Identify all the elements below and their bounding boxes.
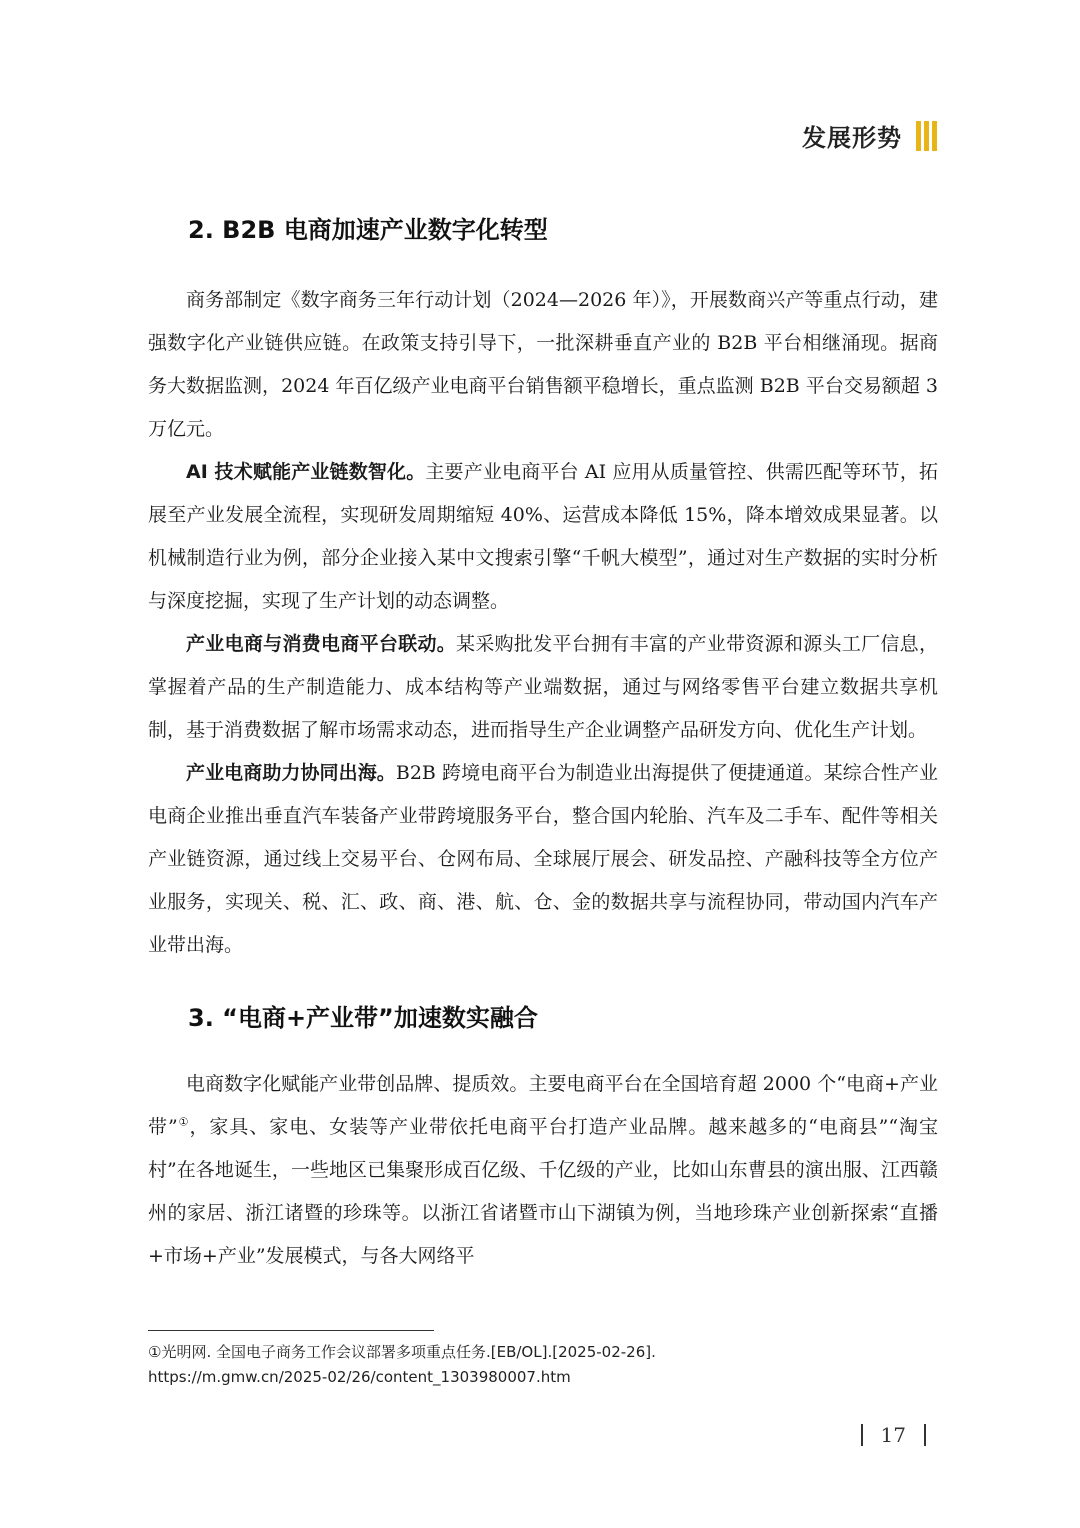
page-divider-left — [861, 1424, 863, 1446]
accent-bars-icon — [916, 121, 940, 151]
section2-heading: 2. B2B 电商加速产业数字化转型 — [188, 216, 548, 244]
footnote-marker[interactable]: ① — [177, 1115, 190, 1129]
paragraph-lead: AI 技术赋能产业链数智化。 — [186, 461, 426, 483]
paragraph-lead: 产业电商助力协同出海。 — [186, 762, 396, 784]
footnote — [148, 1340, 938, 1390]
paragraph-body: ，家具、家电、女装等产业带依托电商平台打造产业品牌。越来越多的“电商县”“淘宝村”在各地诞生，一些地区已集聚形成百亿级、千亿级的产业，比如山东曹县的演出服、江西赣州的家居、浙江诸暨的珍珠等。以浙江省诸暨市山下湖镇为例，当地珍珠产业创新探索“直播+市场+产业”发展模式，与各大网络平 — [148, 1116, 938, 1267]
footnote-divider — [148, 1330, 434, 1331]
page-divider-right — [924, 1424, 926, 1446]
paragraph-body: B2B 跨境电商平台为制造业出海提供了便捷通道。某综合性产业电商企业推出垂直汽车装备产业带跨境服务平台，整合国内轮胎、汽车及二手车、配件等相关产业链资源，通过线上交易平台、仓网布局、全球展厅展会、研发品控、产融科技等全方位产业服务，实现关、税、汇、政、商、港、航、仓、金的数据共享与流程协同，带动国内汽车产业带出海。 — [148, 762, 938, 956]
footnote-url[interactable]: https://m.gmw.cn/2025-02/26/content_1303980007.htm — [148, 1368, 571, 1386]
accent-bar — [932, 121, 937, 151]
section2-paragraph-4 — [148, 752, 938, 967]
section2-paragraph-1: 商务部制定《数字商务三年行动计划（2024—2026 年）》，开展数商兴产等重点行动，建强数字化产业链供应链。在政策支持引导下，一批深耕垂直产业的 B2B 平台相继涌现。据商务大数据监测，2024 年百亿级产业电商平台销售额平稳增长，重点监测 B2B 平台交易额超 3 万亿元。 — [148, 289, 938, 440]
section3-heading: 3. “电商+产业带”加速数实融合 — [188, 1004, 538, 1032]
section3-paragraph-1 — [148, 1063, 938, 1278]
paragraph-body: 电商数字化赋能产业带创品牌、提质效。主要电商平台在全国培育超 2000 个“电商+产业带” — [148, 1073, 938, 1138]
accent-bar — [924, 121, 929, 151]
section2-paragraph-2 — [148, 451, 938, 623]
paragraph-body: 某采购批发平台拥有丰富的产业带资源和源头工厂信息，掌握着产品的生产制造能力、成本结构等产业端数据，通过与网络零售平台建立数据共享机制，基于消费数据了解市场需求动态，进而指导生产企业调整产品研发方向、优化生产计划。 — [148, 633, 938, 741]
section2-paragraph-3 — [148, 623, 938, 752]
footnote-citation: ①光明网. 全国电子商务工作会议部署多项重点任务.[EB/OL].[2025-02-26]. — [148, 1343, 656, 1361]
page-number — [843, 1423, 944, 1447]
page-header — [802, 118, 940, 153]
accent-bar — [916, 121, 921, 151]
paragraph-lead: 产业电商与消费电商平台联动。 — [186, 633, 457, 655]
section-title: 发展形势 — [802, 124, 902, 152]
page-number-text: 17 — [880, 1423, 906, 1447]
paragraph-body: 主要产业电商平台 AI 应用从质量管控、供需匹配等环节，拓展至产业发展全流程，实现研发周期缩短 40%、运营成本降低 15%，降本增效成果显著。以机械制造行业为例，部分企业接入某中文搜索引擎“千帆大模型”，通过对生产数据的实时分析与深度挖掘，实现了生产计划的动态调整。 — [148, 461, 939, 612]
main-content — [148, 205, 938, 1278]
